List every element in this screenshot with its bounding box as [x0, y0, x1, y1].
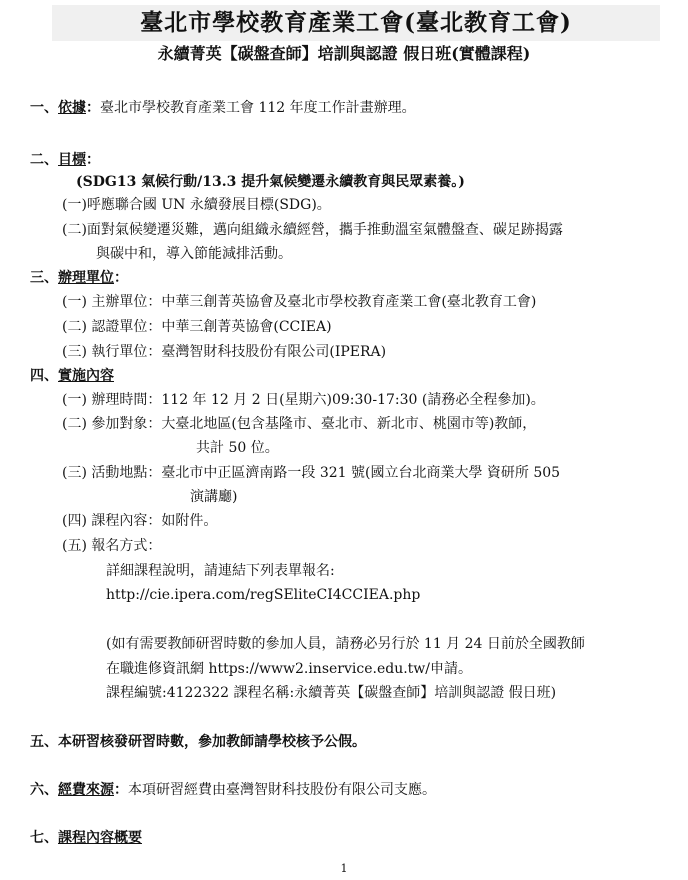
section-6-text: 本項研習經費由臺灣智財科技股份有限公司支應。 [128, 782, 436, 798]
section-2-item-2b: 與碳中和，導入節能減排活動。 [96, 246, 292, 262]
section-4-item-2b: 共計 50 位。 [196, 440, 279, 456]
section-7 [30, 828, 142, 848]
section-6-colon: ： [114, 782, 128, 798]
registration-instruction: 詳細課程說明，請連結下列表單報名: [106, 563, 335, 579]
section-5-number: 五、 [30, 734, 58, 750]
section-1-text: 臺北市學校教育產業工會 112 年度工作計畫辦理。 [100, 100, 416, 116]
section-3-item-3: (三) 執行單位：臺灣智財科技股份有限公司(IPERA) [62, 344, 387, 360]
registration-link[interactable]: http://cie.ipera.com/regSEliteCI4CCIEA.php [106, 587, 421, 603]
section-5 [30, 732, 366, 752]
section-6-number: 六、 [30, 782, 58, 798]
section-1-heading: 依據 [58, 100, 86, 116]
section-2-colon: ： [86, 152, 100, 168]
section-1 [30, 98, 416, 118]
section-4-heading: 實施內容 [58, 368, 114, 384]
section-2-heading: 目標 [58, 152, 86, 168]
section-2-title [30, 150, 100, 170]
section-4-title [30, 366, 114, 386]
section-4-item-4: (四) 課程內容：如附件。 [62, 513, 218, 529]
section-4-item-3a: (三) 活動地點：臺北市中正區濟南路一段 321 號(國立台北商業大學 資研所 505 [62, 465, 561, 481]
section-2-item-1: (一)呼應聯合國 UN 永續發展目標(SDG)。 [62, 197, 331, 213]
document-title: 臺北市學校教育產業工會(臺北教育工會) [52, 5, 660, 41]
section-5-text: 本研習核發研習時數，參加教師請學校核予公假。 [58, 734, 366, 750]
section-4-number: 四、 [30, 368, 58, 384]
page-number: 1 [340, 862, 348, 875]
section-2-number: 二、 [30, 152, 58, 168]
inservice-note-2: 在職進修資訊網 https://www2.inservice.edu.tw/申請。 [106, 661, 472, 677]
inservice-note-3: 課程編號:4122322 課程名稱:永續菁英【碳盤查師】培訓與認證 假日班) [106, 685, 557, 701]
section-3-colon: ： [114, 270, 128, 286]
section-6 [30, 780, 436, 800]
section-3-heading: 辦理單位 [58, 270, 114, 286]
section-4-item-5: (五) 報名方式： [62, 538, 162, 554]
section-4-item-3b: 演講廳) [190, 489, 238, 505]
section-4-item-1: (一) 辦理時間：112 年 12 月 2 日(星期六)09:30-17:30 (請務必全程參加)。 [62, 392, 545, 408]
section-6-heading: 經費來源 [58, 782, 114, 798]
section-2-sdg: (SDG13 氣候行動/13.3 提升氣候變遷永續教育與民眾素養。) [76, 174, 465, 190]
section-2-item-2a: (二)面對氣候變遷災難，邁向組織永續經營，攜手推動溫室氣體盤查、碳足跡揭露 [62, 222, 563, 238]
document-subtitle: 永續菁英【碳盤查師】培訓與認證 假日班(實體課程) [157, 44, 531, 63]
section-7-number: 七、 [30, 830, 58, 846]
section-3-title [30, 268, 128, 288]
section-1-colon: ： [86, 100, 100, 116]
section-3-item-1: (一) 主辦單位：中華三創菁英協會及臺北市學校教育產業工會(臺北教育工會) [62, 294, 537, 310]
inservice-note-1: (如有需要教師研習時數的參加人員，請務必另行於 11 月 24 日前於全國教師 [106, 636, 585, 652]
section-1-number: 一、 [30, 100, 58, 116]
section-4-item-2a: (二) 參加對象：大臺北地區(包含基隆市、臺北市、新北市、桃園市等)教師， [62, 416, 537, 432]
section-7-heading: 課程內容概要 [58, 830, 142, 846]
section-3-item-2: (二) 認證單位：中華三創菁英協會(CCIEA) [62, 319, 332, 335]
section-3-number: 三、 [30, 270, 58, 286]
